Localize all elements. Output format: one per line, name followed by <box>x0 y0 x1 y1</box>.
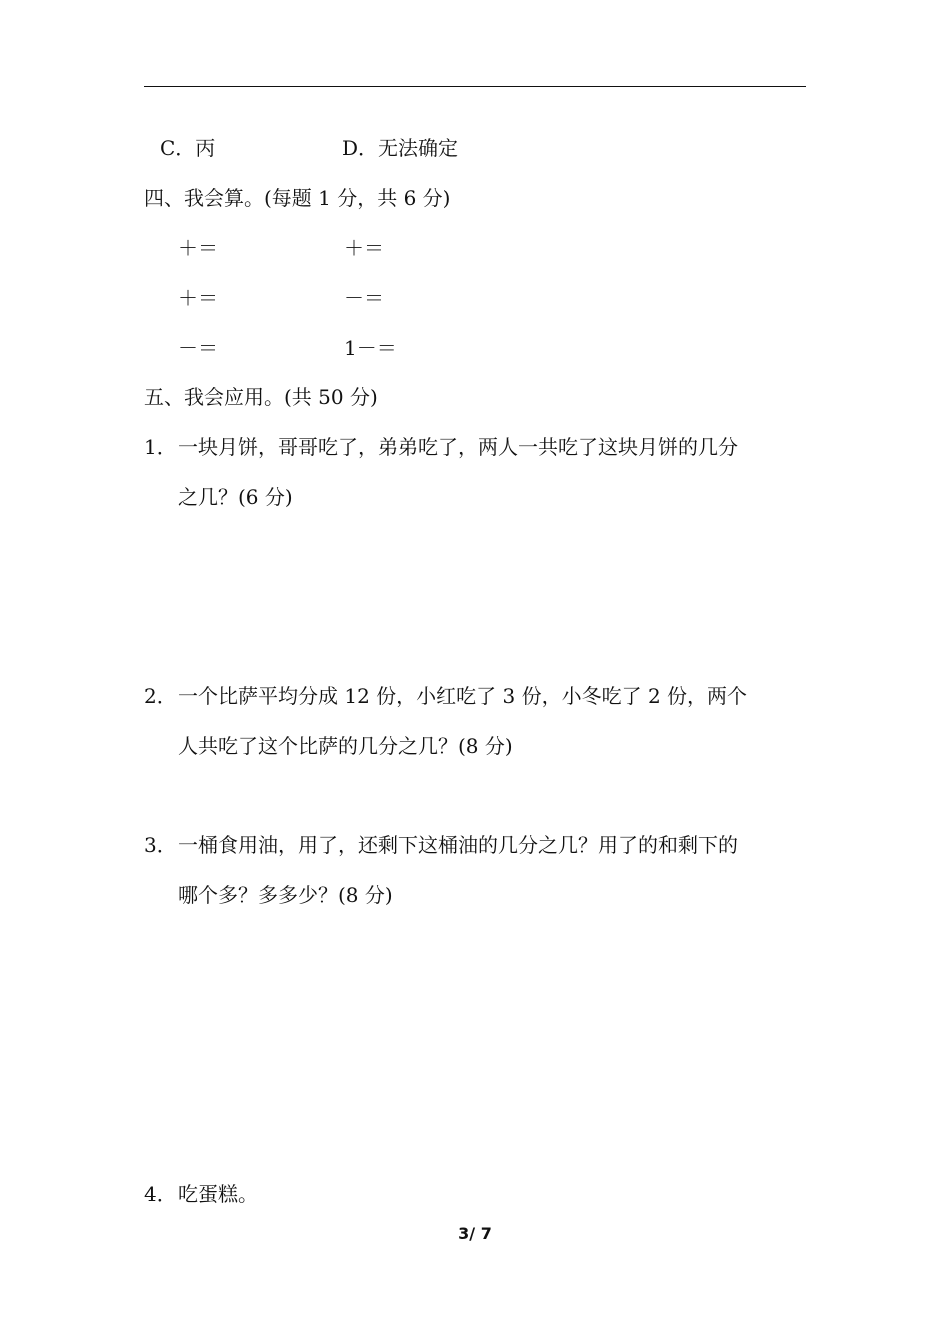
question-4-number: 4． <box>144 1182 177 1206</box>
question-1-text: 一块月饼，哥哥吃了，弟弟吃了，两人一共吃了这块月饼的几分 <box>178 435 738 459</box>
expression-3: ＋＝ <box>178 286 218 310</box>
option-d: D．无法确定 <box>342 136 459 160</box>
section4-heading: 四、我会算。(每题 1 分，共 6 分) <box>144 186 451 210</box>
question-4-text: 吃蛋糕。 <box>178 1182 258 1206</box>
question-2-line2: 人共吃了这个比萨的几分之几？(8 分) <box>178 734 513 758</box>
question-2-number: 2． <box>144 684 177 708</box>
section5-heading: 五、我会应用。(共 50 分) <box>144 385 378 409</box>
question-3-line2: 哪个多？多多少？(8 分) <box>178 883 393 907</box>
question-2-line1 <box>144 684 747 708</box>
page-number: 3/ 7 <box>458 1224 492 1243</box>
question-4-line1 <box>144 1182 258 1206</box>
question-3-line1 <box>144 833 738 857</box>
expression-2: ＋＝ <box>344 236 384 260</box>
question-3-text: 一桶食用油，用了，还剩下这桶油的几分之几？用了的和剩下的 <box>178 833 738 857</box>
expression-5: －＝ <box>178 336 218 360</box>
question-3-number: 3． <box>144 833 177 857</box>
header-rule <box>144 86 806 87</box>
question-1-number: 1． <box>144 435 177 459</box>
question-1-line2: 之几？(6 分) <box>178 485 293 509</box>
expression-4: －＝ <box>344 286 384 310</box>
question-1-line1 <box>144 435 738 459</box>
option-c: C．丙 <box>160 136 216 160</box>
question-2-text: 一个比萨平均分成 12 份，小红吃了 3 份，小冬吃了 2 份，两个 <box>178 684 748 708</box>
expression-1: ＋＝ <box>178 236 218 260</box>
expression-6: 1－＝ <box>344 336 397 360</box>
